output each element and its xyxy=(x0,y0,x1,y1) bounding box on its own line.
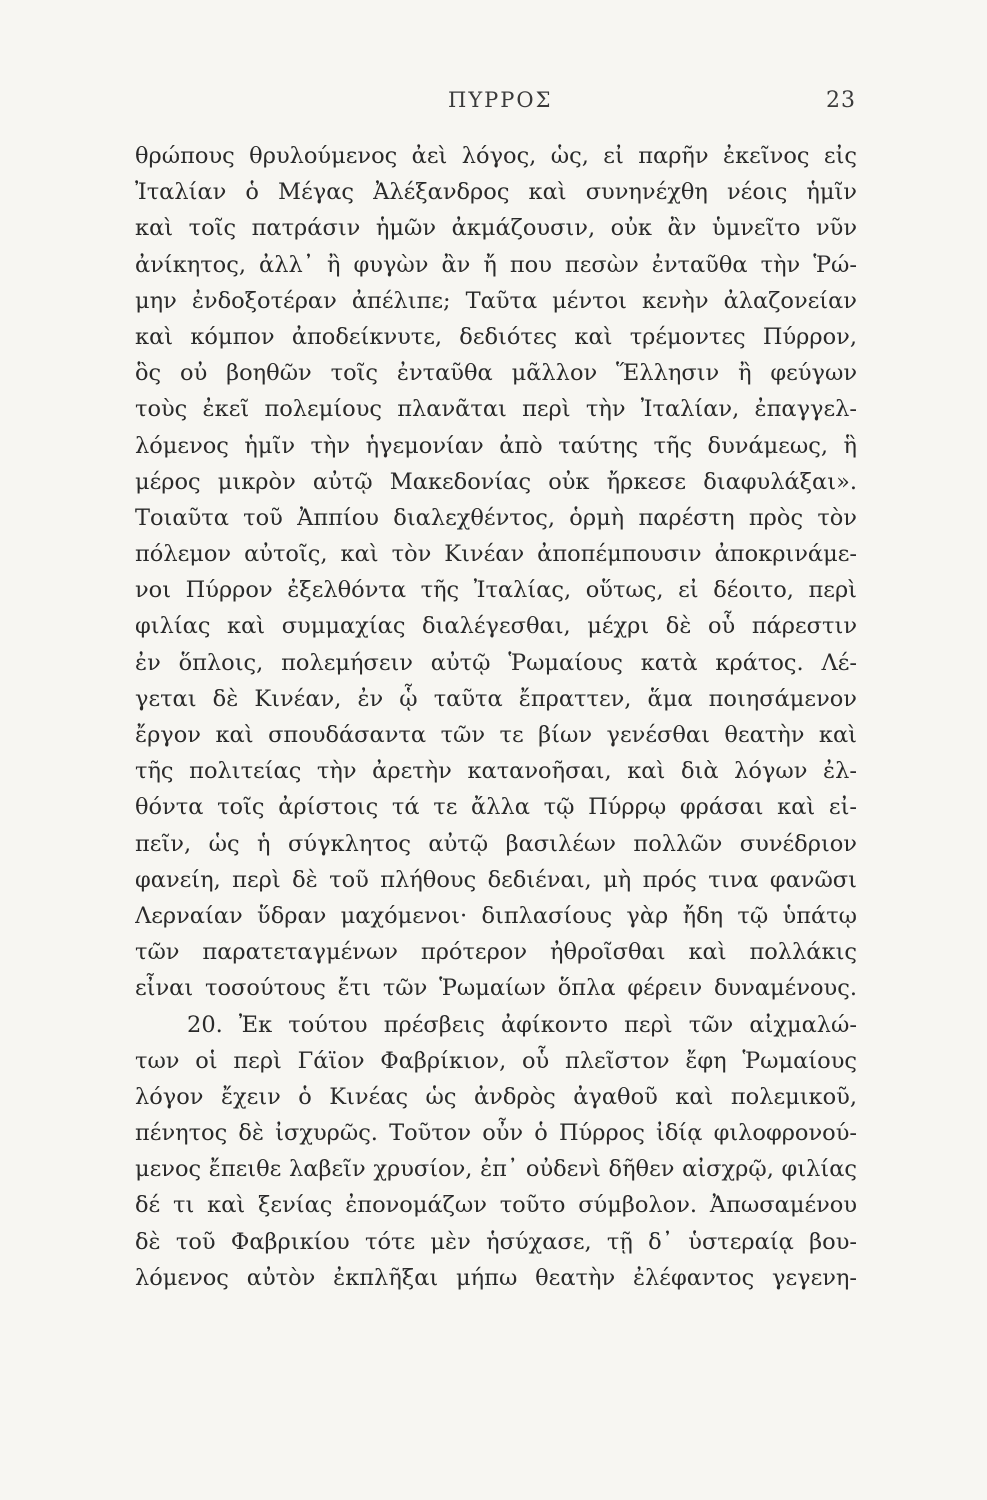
text-line: πόλεμον αὐτοῖς, καὶ τὸν Κινέαν ἀποπέμπουσιν ἀποκρινάμε- xyxy=(135,541,857,568)
text-line: λόγον ἔχειν ὁ Κινέας ὡς ἀνδρὸς ἀγαθοῦ καὶ πολεμικοῦ, xyxy=(135,1083,857,1110)
text-line: φανείη, περὶ δὲ τοῦ πλήθους δεδιέναι, μὴ πρός τινα φανῶσι xyxy=(135,866,857,893)
text-line: ἀνίκητος, ἀλλ᾽ ἢ φυγὼν ἂν ἤ που πεσὼν ἐνταῦθα τὴν Ῥώ- xyxy=(135,251,857,278)
text-line: ἔργον καὶ σπουδάσαντα τῶν τε βίων γενέσθαι θεατὴν καὶ xyxy=(135,722,857,748)
text-line: τῆς πολιτείας τὴν ἀρετὴν κατανοῆσαι, καὶ διὰ λόγων ἐλ- xyxy=(135,758,857,785)
text-line: νοι Πύρρον ἐξελθόντα τῆς Ἰταλίας, οὕτως, εἰ δέοιτο, περὶ xyxy=(135,577,857,604)
text-line: μην ἐνδοξοτέραν ἀπέλιπε; Ταῦτα μέντοι κενὴν ἀλαζονείαν xyxy=(135,287,857,314)
text-line: θρώπους θρυλούμενος ἀεὶ λόγος, ὡς, εἰ παρῆν ἐκεῖνος εἰς xyxy=(135,143,857,169)
text-line: θόντα τοῖς ἀρίστοις τά τε ἄλλα τῷ Πύρρῳ φράσαι καὶ εἰ- xyxy=(135,794,857,821)
text-line: δέ τι καὶ ξενίας ἐπονομάζων τοῦτο σύμβολον. Ἀπωσαμένου xyxy=(135,1192,857,1219)
text-line: τοὺς ἐκεῖ πολεμίους πλανᾶται περὶ τὴν Ἰταλίαν, ἐπαγγελ- xyxy=(135,396,857,423)
text-line: λόμενος αὐτὸν ἐκπλῆξαι μήπω θεατὴν ἐλέφαντος γεγενη- xyxy=(135,1264,857,1291)
body-text xyxy=(135,138,857,1296)
text-line: μενος ἔπειθε λαβεῖν χρυσίον, ἐπ᾽ οὐδενὶ δῆθεν αἰσχρῷ, φιλίας xyxy=(135,1156,857,1183)
text-line: πεῖν, ὡς ἡ σύγκλητος αὐτῷ βασιλέων πολλῶν συνέδριον xyxy=(135,830,857,857)
text-line: πένητος δὲ ἰσχυρῶς. Τοῦτον οὖν ὁ Πύρρος ἰδίᾳ φιλοφρονού- xyxy=(135,1120,857,1147)
text-line: λόμενος ἡμῖν τὴν ἡγεμονίαν ἀπὸ ταύτης τῆς δυνάμεως, ἣ xyxy=(135,432,857,459)
text-line: Λερναίαν ὕδραν μαχόμενοι· διπλασίους γὰρ ἤδη τῷ ὑπάτῳ xyxy=(135,902,857,929)
text-line: ὃς οὐ βοηθῶν τοῖς ἐνταῦθα μᾶλλον Ἕλλησιν ἢ φεύγων xyxy=(135,360,857,387)
text-line: δὲ τοῦ Φαβρικίου τότε μὲν ἡσύχασε, τῇ δ᾽ ὑστεραίᾳ βου- xyxy=(135,1228,857,1255)
text-line: τῶν παρατεταγμένων πρότερον ἠθροῖσθαι καὶ πολλάκις xyxy=(135,939,857,966)
running-title: ΠΥΡΡΟΣ xyxy=(448,88,553,112)
section-start-line: 20. Ἐκ τούτου πρέσβεις ἀφίκοντο περὶ τῶν αἰχμαλώ- xyxy=(187,1011,857,1038)
text-line: Τοιαῦτα τοῦ Ἀππίου διαλεχθέντος, ὁρμὴ παρέστη πρὸς τὸν xyxy=(135,504,857,531)
text-line: μέρος μικρὸν αὐτῷ Μακεδονίας οὐκ ἤρκεσε διαφυλάξαι». xyxy=(135,468,857,495)
text-line: καὶ τοῖς πατράσιν ἡμῶν ἀκμάζουσιν, οὐκ ἂν ὑμνεῖτο νῦν xyxy=(135,215,857,242)
text-line: ἐν ὅπλοις, πολεμήσειν αὐτῷ Ῥωμαίους κατὰ κράτος. Λέ- xyxy=(135,649,857,676)
text-line: των οἱ περὶ Γάϊον Φαβρίκιον, οὗ πλεῖστον ἔφη Ῥωμαίους xyxy=(135,1047,857,1074)
page-number: 23 xyxy=(826,88,856,113)
text-line: Ἰταλίαν ὁ Μέγας Ἀλέξανδρος καὶ συνηνέχθη νέοις ἡμῖν xyxy=(135,179,857,206)
text-line: γεται δὲ Κινέαν, ἐν ᾧ ταῦτα ἔπραττεν, ἅμα ποιησάμενον xyxy=(135,685,857,712)
text-line: καὶ κόμπον ἀποδείκνυτε, δεδιότες καὶ τρέμοντες Πύρρον, xyxy=(135,323,857,350)
text-line: φιλίας καὶ συμμαχίας διαλέγεσθαι, μέχρι δὲ οὗ πάρεστιν xyxy=(135,613,857,640)
text-line: εἶναι τοσούτους ἔτι τῶν Ῥωμαίων ὅπλα φέρειν δυναμένους. xyxy=(135,975,857,1002)
